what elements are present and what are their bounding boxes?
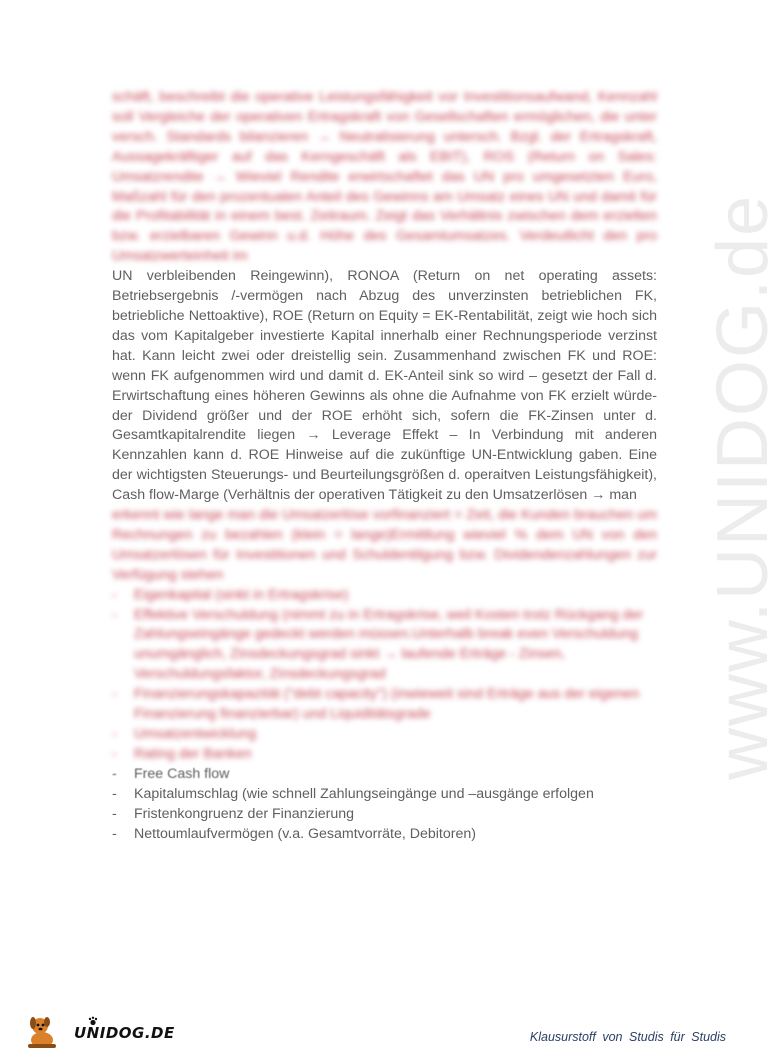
bullet-dash: -: [112, 586, 117, 603]
bullet-dash: -: [112, 726, 117, 742]
list-item: [112, 725, 657, 745]
list-item-text: Umsatzentwicklung: [134, 726, 257, 742]
list-item-text: Fristenkongruenz der Finanzierung: [134, 805, 355, 822]
paragraph-blurred-bottom: erkennt wie lange man die Umsatzerlöse vorfinanziert = Zeit, die Kunden brauchen um Rechnungen zu bezahlen (klein = lange)Ermittlung wieviel % dem UN von den Umsatzerlösen für Investitionen und Schuldentilgung bzw. Dividendenzahlungen zur Verfügung stehen: [112, 507, 657, 583]
list-item: [112, 685, 657, 725]
list-item: [112, 825, 657, 845]
list-item: [112, 586, 657, 606]
list-item-text: Kapitalumschlag (wie schnell Zahlungseingänge und –ausgänge erfolgen: [134, 785, 594, 802]
document-body: [112, 88, 657, 844]
bullet-dash: -: [112, 686, 117, 703]
list-item-text: Effektive Verschuldung (nimmt zu in Ertragskrise, weil Kosten trotz Rückgang der Zahlungseingänge gedeckt werden müssen.Unterhalb break even Verschuldung unumgänglich, Zinsdeckungsgrad sinkt → laufende Erträge - Zinsen, Verschuldungsfaktor, Zinsdeckungsgrad: [134, 606, 644, 683]
bullet-list: [112, 586, 657, 845]
bullet-dash: -: [112, 765, 117, 782]
bullet-dash: -: [112, 785, 117, 802]
dog-mascot-icon: [22, 1014, 62, 1050]
watermark-text: www.UNIDOG.de: [703, 193, 783, 780]
bullet-dash: -: [112, 825, 117, 842]
bullet-dash: -: [112, 606, 117, 623]
unidog-logo[interactable]: [22, 1014, 175, 1050]
list-item-text: Rating der Banken: [134, 745, 252, 762]
list-item-text: Free Cash flow: [134, 765, 230, 782]
list-item: [112, 785, 657, 805]
watermark: [640, 193, 783, 780]
paragraph-visible: UN verbleibenden Reingewinn), RONOA (Return on net operating assets: Betriebsergebnis /-vermögen nach Abzug des unverzinsten betrieblichen FK, betriebliche Nettoaktive), ROE (Return on Equity = EK-Rentabilität, zeigt wie hoch sich das vom Kapitalgeber investierte Kapital innerhalb einer Rechnungsperiode verzinst hat. Kann leicht zwei oder dreistellig sein. Zusammenhand zwischen FK und ROE: wenn FK aufgenommen wird und damit d. EK-Anteil sink so wird – gesetzt der Fall d. Erwirtschaftung eines höheren Gewinns als ohne die Aufnahme von FK erzielt würde- der Dividend größer und der ROE erhöht sich, sofern die FK-Zinsen unter d. Gesamtkapitalrendite liegen → Leverage Effekt – In Verbindung mit anderen Kennzahlen kann d. ROE Hinweise auf die zukünftige UN-Entwicklung gaben. Eine der wichtigsten Steuerungs- und Beurteilungsgrößen d. operaitven Leistungsfähigkeit), Cash flow-Marge (Verhältnis der operativen Tätigkeit zu den Umsatzerlösen → man: [112, 268, 657, 504]
list-item: [112, 745, 657, 765]
list-item: [112, 805, 657, 825]
list-item-text: Finanzierungskapazität ("debt capacity") (inwieweit sind Erträge aus der eigenen Finanzierung finanzierbar) und Liquiditätsgrade: [134, 686, 640, 723]
footer-tagline: Klausurstoff von Studis für Studis: [529, 1030, 726, 1044]
list-item-text: Eigenkapital (sinkt in Ertragskrise): [134, 586, 349, 603]
bullet-dash: -: [112, 805, 117, 822]
brand-name: UNIDOG.DE: [74, 1024, 175, 1042]
paragraph-blurred-top: schäft, beschreibt die operative Leistungsfähigkeit vor Investitionsaufwand, Kennzahl soll Vergleiche der operativen Ertragskraft von Gesellschaften ermöglichen, die unter versch. Standards bilanzieren → Neutralisierung untersch. Bzgl. der Ertragskraft, Aussagekräftiger auf das Kerngeschäft als EBIT), ROS (Return on Sales: Umsatzrendite → Wieviel Rendite erwirtschaftet das UN pro umgesetzten Euro, Maßzahl für den prozentualen Anteil des Gewinns am Umsatz eines UN und damit für die Profitabilität in einem best. Zeitraum. Zeigt das Verhältnis zwischen dem erzielten bzw. erzielbaren Gewinn u.d. Höhe des Gesamtumsatzes. Verdeutlicht den pro Umsatzwerteinheit im: [112, 89, 657, 265]
list-item: [112, 606, 657, 686]
list-item-text: Nettoumlaufvermögen (v.a. Gesamtvorräte, Debitoren): [134, 825, 476, 842]
list-item: [112, 765, 657, 785]
bullet-dash: -: [112, 745, 117, 762]
